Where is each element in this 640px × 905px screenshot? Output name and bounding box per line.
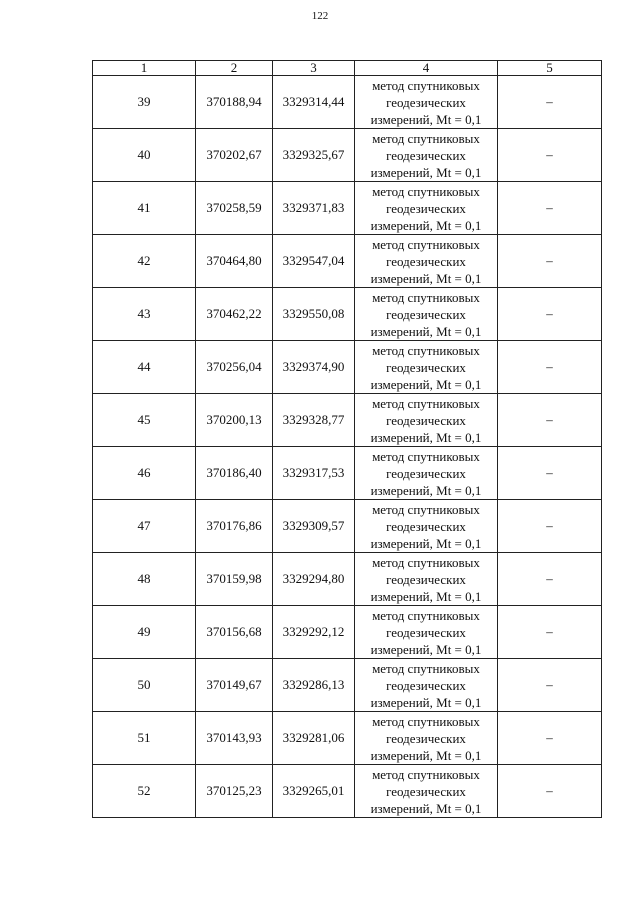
x-coordinate-cell: 370186,40: [196, 447, 273, 500]
x-coordinate-cell: 370256,04: [196, 341, 273, 394]
y-coordinate-cell: 3329317,53: [273, 447, 355, 500]
table-row: [93, 288, 602, 341]
method-cell: метод спутниковых геодезических измерений, Mt = 0,1: [355, 341, 498, 394]
method-cell: метод спутниковых геодезических измерений, Mt = 0,1: [355, 235, 498, 288]
note-cell: –: [498, 659, 602, 712]
x-coordinate-cell: 370143,93: [196, 712, 273, 765]
note-cell: –: [498, 182, 602, 235]
table-body: [93, 76, 602, 818]
note-cell: –: [498, 235, 602, 288]
y-coordinate-cell: 3329286,13: [273, 659, 355, 712]
column-header-2: 2: [196, 61, 273, 76]
x-coordinate-cell: 370156,68: [196, 606, 273, 659]
column-header-5: 5: [498, 61, 602, 76]
point-number-cell: 47: [93, 500, 196, 553]
y-coordinate-cell: 3329292,12: [273, 606, 355, 659]
point-number-cell: 40: [93, 129, 196, 182]
table-row: [93, 447, 602, 500]
method-cell: метод спутниковых геодезических измерений, Mt = 0,1: [355, 712, 498, 765]
point-number-cell: 49: [93, 606, 196, 659]
coordinates-table: [92, 60, 602, 818]
x-coordinate-cell: 370200,13: [196, 394, 273, 447]
table-row: [93, 235, 602, 288]
method-cell: метод спутниковых геодезических измерений, Mt = 0,1: [355, 553, 498, 606]
method-cell: метод спутниковых геодезических измерений, Mt = 0,1: [355, 394, 498, 447]
point-number-cell: 45: [93, 394, 196, 447]
method-cell: метод спутниковых геодезических измерений, Mt = 0,1: [355, 500, 498, 553]
table-row: [93, 606, 602, 659]
note-cell: –: [498, 76, 602, 129]
point-number-cell: 51: [93, 712, 196, 765]
table-row: [93, 765, 602, 818]
note-cell: –: [498, 447, 602, 500]
note-cell: –: [498, 341, 602, 394]
method-cell: метод спутниковых геодезических измерений, Mt = 0,1: [355, 606, 498, 659]
y-coordinate-cell: 3329325,67: [273, 129, 355, 182]
note-cell: –: [498, 394, 602, 447]
method-cell: метод спутниковых геодезических измерений, Mt = 0,1: [355, 659, 498, 712]
point-number-cell: 46: [93, 447, 196, 500]
y-coordinate-cell: 3329309,57: [273, 500, 355, 553]
table-row: [93, 341, 602, 394]
method-cell: метод спутниковых геодезических измерений, Mt = 0,1: [355, 288, 498, 341]
y-coordinate-cell: 3329550,08: [273, 288, 355, 341]
x-coordinate-cell: 370258,59: [196, 182, 273, 235]
method-cell: метод спутниковых геодезических измерений, Mt = 0,1: [355, 182, 498, 235]
y-coordinate-cell: 3329281,06: [273, 712, 355, 765]
table-row: [93, 76, 602, 129]
point-number-cell: 42: [93, 235, 196, 288]
note-cell: –: [498, 129, 602, 182]
y-coordinate-cell: 3329328,77: [273, 394, 355, 447]
method-cell: метод спутниковых геодезических измерений, Mt = 0,1: [355, 76, 498, 129]
column-header-4: 4: [355, 61, 498, 76]
table-row: [93, 500, 602, 553]
table-row: [93, 129, 602, 182]
x-coordinate-cell: 370149,67: [196, 659, 273, 712]
point-number-cell: 39: [93, 76, 196, 129]
note-cell: –: [498, 500, 602, 553]
point-number-cell: 44: [93, 341, 196, 394]
method-cell: метод спутниковых геодезических измерений, Mt = 0,1: [355, 447, 498, 500]
page-number: 122: [311, 10, 329, 22]
point-number-cell: 48: [93, 553, 196, 606]
x-coordinate-cell: 370176,86: [196, 500, 273, 553]
point-number-cell: 52: [93, 765, 196, 818]
y-coordinate-cell: 3329294,80: [273, 553, 355, 606]
x-coordinate-cell: 370188,94: [196, 76, 273, 129]
point-number-cell: 50: [93, 659, 196, 712]
note-cell: –: [498, 553, 602, 606]
point-number-cell: 43: [93, 288, 196, 341]
point-number-cell: 41: [93, 182, 196, 235]
x-coordinate-cell: 370202,67: [196, 129, 273, 182]
table-row: [93, 394, 602, 447]
note-cell: –: [498, 606, 602, 659]
note-cell: –: [498, 288, 602, 341]
method-cell: метод спутниковых геодезических измерений, Mt = 0,1: [355, 129, 498, 182]
method-cell: метод спутниковых геодезических измерений, Mt = 0,1: [355, 765, 498, 818]
y-coordinate-cell: 3329374,90: [273, 341, 355, 394]
table-row: [93, 182, 602, 235]
table-row: [93, 712, 602, 765]
table-row: [93, 553, 602, 606]
x-coordinate-cell: 370125,23: [196, 765, 273, 818]
y-coordinate-cell: 3329547,04: [273, 235, 355, 288]
note-cell: –: [498, 712, 602, 765]
x-coordinate-cell: 370464,80: [196, 235, 273, 288]
column-header-1: 1: [93, 61, 196, 76]
y-coordinate-cell: 3329265,01: [273, 765, 355, 818]
y-coordinate-cell: 3329314,44: [273, 76, 355, 129]
y-coordinate-cell: 3329371,83: [273, 182, 355, 235]
table-row: [93, 659, 602, 712]
x-coordinate-cell: 370462,22: [196, 288, 273, 341]
column-header-3: 3: [273, 61, 355, 76]
table-header-row: [93, 61, 602, 76]
x-coordinate-cell: 370159,98: [196, 553, 273, 606]
note-cell: –: [498, 765, 602, 818]
